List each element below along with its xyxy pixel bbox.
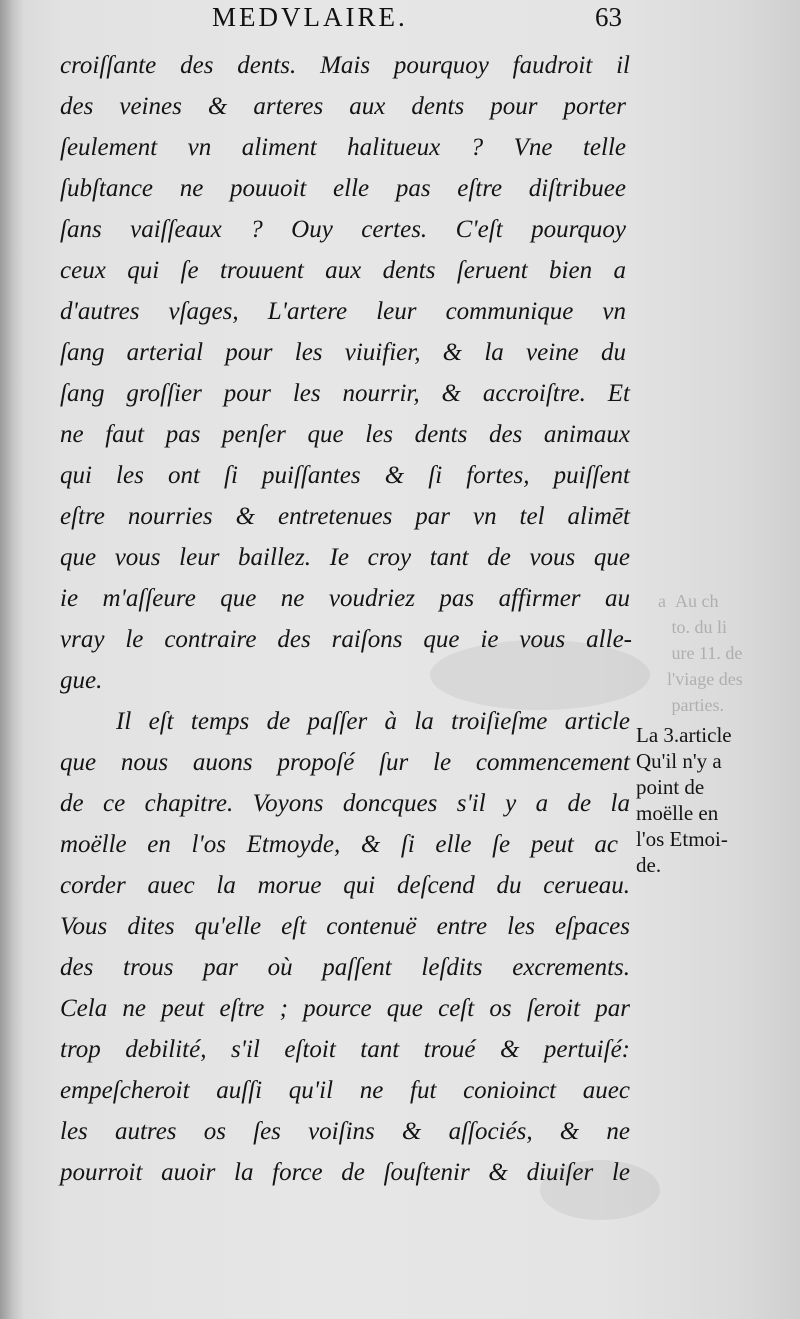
show-through-line: parties. [658,695,724,715]
text-line: ie m'aſſeure que ne voudriez pas affirmer au [60,585,630,612]
page-number: 63 [595,2,622,32]
text-line: de ce chapitre. Voyons doncques s'il y a de la [60,790,630,817]
text-line: Vous dites qu'elle eſt contenuë entre les eſpaces [60,913,630,940]
text-line: corder auec la morue qui deſcend du cerueau. [60,872,630,899]
text-line: empeſcheroit auſſi qu'il ne fut conioinct auec [60,1077,630,1104]
show-through-line: l'viage des [658,669,743,689]
running-head: MEDVLAIRE. [212,2,408,32]
text-line: ſeulement vn aliment halitueux ? Vne telle [60,134,626,161]
text-line: ſans vaiſſeaux ? Ouy certes. C'eſt pourquoy [60,216,626,243]
text-line: des trous par où paſſent leſdits excrements. [60,954,630,981]
text-line: Cela ne peut eſtre ; pource que ceſt os ſeroit par [60,995,630,1022]
text-line: les autres os ſes voiſins & aſſociés, & ne [60,1118,630,1145]
margin-note-line: moëlle en [636,801,719,825]
text-line: trop debilité, s'il eſtoit tant troué & pertuiſé: [60,1036,630,1063]
margin-note-line: l'os Etmoi- [636,827,728,851]
show-through-line: to. du li [658,617,728,637]
text-line: ſang arterial pour les viuifier, & la veine du [60,339,626,366]
show-through-text [658,588,800,718]
gutter-shadow [0,0,24,1319]
text-line: que nous auons propoſé ſur le commencement [60,749,630,776]
margin-note-line: point de [636,775,705,799]
text-line: moëlle en l'os Etmoyde, & ſi elle ſe peut ac [60,831,618,858]
margin-note-line: La 3.article [636,723,732,747]
text-line: vray le contraire des raiſons que ie vous alle- [60,626,632,653]
text-line: ſang groſſier pour les nourrir, & accroiſtre. Et [60,380,630,407]
text-line: ne faut pas penſer que les dents des animaux [60,421,630,448]
text-line: ceux qui ſe trouuent aux dents ſeruent bien a [60,257,626,284]
text-line: gue. [60,667,103,694]
text-line: des veines & arteres aux dents pour porter [60,93,626,120]
show-through-line: ure 11. de [658,643,743,663]
margin-note-line: Qu'il n'y a [636,749,722,773]
text-line: qui les ont ſi puiſſantes & ſi fortes, puiſſent [60,462,630,489]
text-line: Il eſt temps de paſſer à la troiſieſme article [116,708,630,735]
text-line: eſtre nourries & entretenues par vn tel alimēt [60,503,630,530]
text-line: pourroit auoir la force de ſouſtenir & diuiſer le [60,1159,630,1186]
margin-note-line: de. [636,853,662,877]
text-line: croiſſante des dents. Mais pourquoy faudroit il [60,52,630,79]
text-line: ſubſtance ne pouuoit elle pas eſtre diſtribuee [60,175,626,202]
show-through-line: a Au ch [658,591,719,611]
text-line: d'autres vſages, L'artere leur communique vn [60,298,626,325]
text-line: que vous leur baillez. Ie croy tant de vous que [60,544,630,571]
